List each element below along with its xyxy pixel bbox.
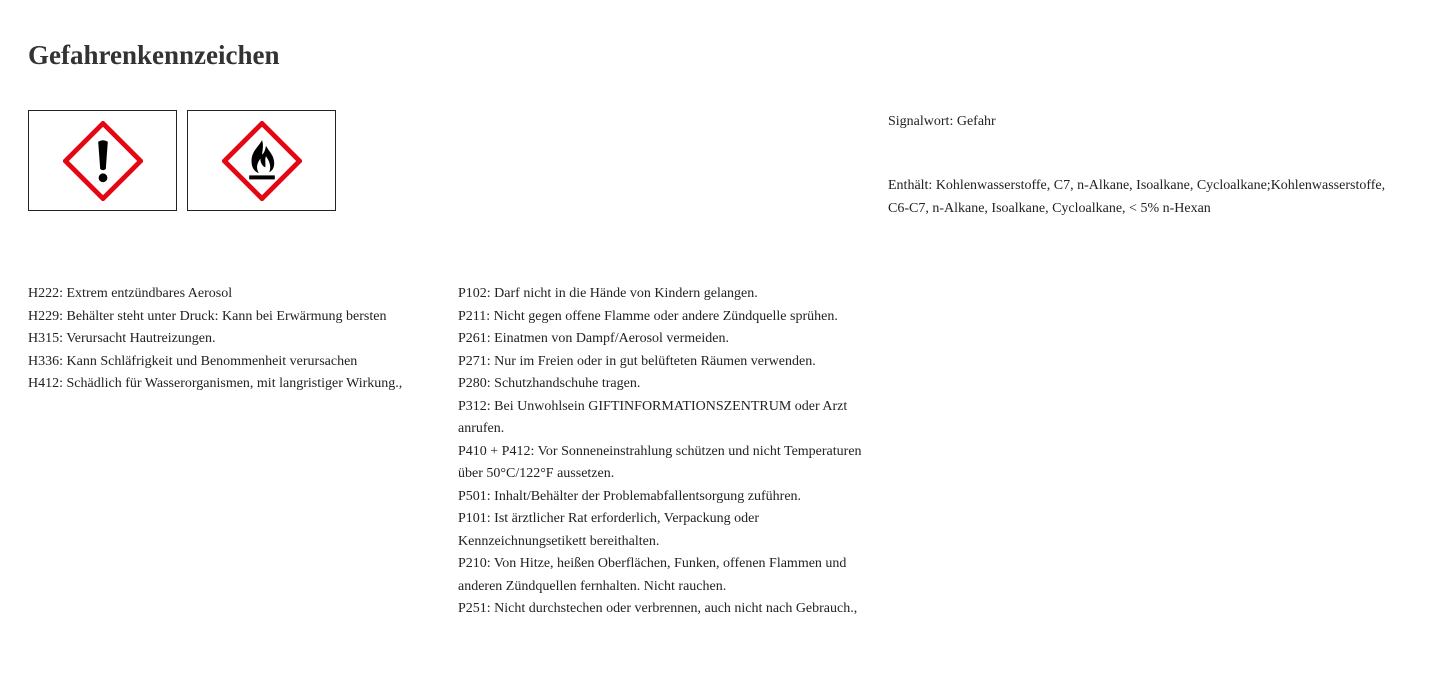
precautionary-statement: P501: Inhalt/Behälter der Problemabfallentsorgung zuführen. [458, 488, 802, 504]
precautionary-statement: P312: Bei Unwohlsein GIFTINFORMATIONSZENTRUM oder Arzt anrufen. [458, 398, 848, 436]
ghs-flame-icon [222, 121, 302, 201]
precautionary-statement: P280: Schutzhandschuhe tragen. [458, 376, 641, 391]
precautionary-statements-list [458, 283, 883, 621]
precautionary-statement: P271: Nur im Freien oder in gut belüfteten Räumen verwenden. [458, 353, 816, 369]
contains-text: Enthält: Kohlenwasserstoffe, C7, n-Alkane, Isoalkane, Cycloalkane;Kohlenwasserstoffe, C6-C7, n-Alkane, Isoalkane, Cycloalkane, < 5% n-Hexan [888, 178, 1386, 216]
pictogram-box-exclamation [28, 110, 177, 211]
hazard-statement: H315: Verursacht Hautreizungen. [28, 331, 216, 346]
hazard-statements-list [28, 283, 448, 396]
precautionary-statement: P251: Nicht durchstechen oder verbrennen, auch nicht nach Gebrauch., [458, 601, 858, 616]
precautionary-statement: P102: Darf nicht in die Hände von Kindern gelangen. [458, 286, 758, 301]
precautionary-statement: P101: Ist ärztlicher Rat erforderlich, Verpackung oder Kennzeichnungsetikett bereithalten. [458, 511, 760, 549]
hazard-statement: H412: Schädlich für Wasserorganismen, mit langristiger Wirkung., [28, 376, 403, 391]
hazard-statement: H229: Behälter steht unter Druck: Kann bei Erwärmung bersten [28, 308, 387, 324]
pictogram-row [28, 110, 336, 211]
precautionary-statement: P410 + P412: Vor Sonneneinstrahlung schützen und nicht Temperaturen über 50°C/122°F aussetzen. [458, 443, 862, 481]
precautionary-statement: P211: Nicht gegen offene Flamme oder andere Zündquelle sprühen. [458, 308, 838, 324]
precautionary-statement: P261: Einatmen von Dampf/Aerosol vermeiden. [458, 331, 729, 346]
signal-word: Signalwort: Gefahr [888, 114, 996, 129]
hazard-statement: H222: Extrem entzündbares Aerosol [28, 286, 233, 301]
section-title: Gefahrenkennzeichen [28, 40, 280, 70]
ghs-exclamation-mark-icon [63, 121, 143, 201]
precautionary-statement: P210: Von Hitze, heißen Oberflächen, Funken, offenen Flammen und anderen Zündquellen fernhalten. Nicht rauchen. [458, 556, 847, 594]
hazard-statement: H336: Kann Schläfrigkeit und Benommenheit verursachen [28, 353, 358, 369]
pictogram-box-flame [187, 110, 336, 211]
